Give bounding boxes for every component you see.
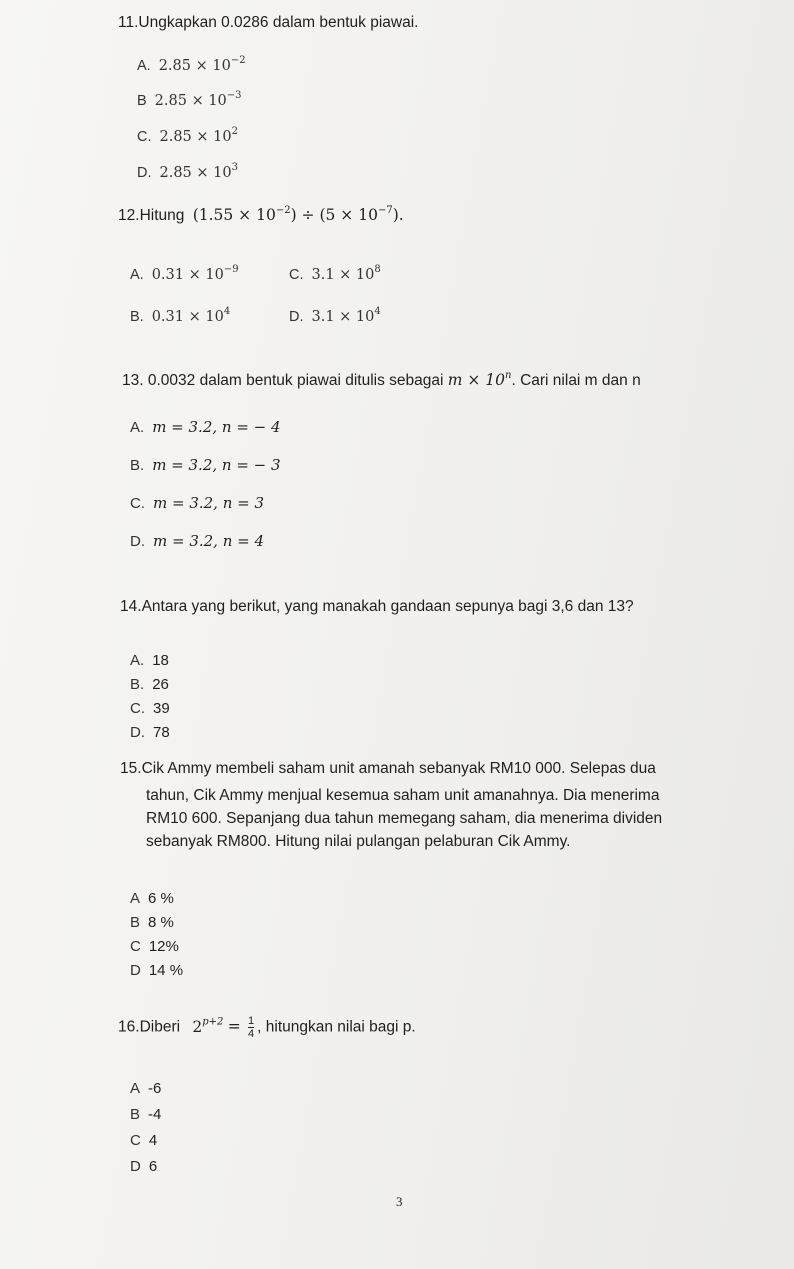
option-label: B.: [130, 457, 145, 474]
option-exponent: −2: [230, 55, 246, 66]
option-value: 0.31 × 10: [151, 267, 224, 283]
expression-exponent: p+2: [202, 1016, 224, 1028]
option-a[interactable]: [130, 652, 169, 669]
option-value: 2.85 × 10: [158, 58, 231, 74]
option-label: A.: [130, 419, 145, 436]
question-text-tail: . Cari nilai m dan n: [511, 372, 641, 389]
option-label: D.: [137, 165, 152, 181]
option-b[interactable]: [130, 306, 230, 325]
option-c[interactable]: [130, 700, 170, 717]
fraction-denominator: 4: [248, 1028, 255, 1040]
option-label: C: [130, 1132, 141, 1149]
option-label: A.: [130, 652, 145, 669]
question-text: Ungkapkan 0.0286 dalam bentuk piawai.: [138, 14, 419, 31]
fraction: [248, 1015, 254, 1040]
question-text-line: RM10 600. Sepanjang dua tahun memegang saham, dia menerima dividen: [146, 810, 663, 827]
option-d[interactable]: [289, 306, 381, 325]
option-label: D: [130, 962, 141, 979]
option-b[interactable]: [130, 676, 169, 693]
option-value: 18: [152, 652, 169, 669]
option-value: m = 3.2, n = − 4: [152, 418, 281, 436]
question-number: 13.: [122, 372, 144, 389]
expression-dividend: (1.55 × 10: [192, 206, 276, 224]
option-label: C.: [130, 700, 145, 717]
question-15-body: [146, 784, 794, 853]
option-a[interactable]: [137, 55, 246, 74]
option-label: A: [130, 890, 141, 907]
option-label: C.: [130, 495, 145, 512]
option-c[interactable]: [130, 938, 179, 955]
option-label: A.: [137, 58, 151, 74]
option-label: B: [130, 914, 141, 931]
question-text-line: tahun, Cik Ammy menjual kesemua saham unit amanahnya. Dia menerima: [146, 787, 660, 804]
option-value: 6: [148, 1158, 158, 1175]
option-exponent: 8: [374, 264, 381, 275]
option-value: 14 %: [148, 962, 184, 979]
expression-tail: ).: [392, 206, 404, 224]
expression-exponent: −7: [377, 205, 393, 216]
option-c[interactable]: [130, 1132, 157, 1149]
option-exponent: 4: [223, 306, 231, 317]
option-d[interactable]: [130, 962, 183, 979]
option-value: 0.31 × 10: [151, 309, 224, 325]
question-text: Diberi: [139, 1018, 181, 1036]
option-label: D.: [130, 533, 145, 550]
option-b[interactable]: [130, 456, 281, 474]
option-exponent: −3: [226, 90, 242, 101]
option-value: m = 3.2, n = − 3: [152, 456, 281, 474]
expression-divisor: ) ÷ (5 × 10: [290, 206, 378, 224]
option-value: 6 %: [148, 890, 174, 907]
question-text-line: sebanyak RM800. Hitung nilai pulangan pelaburan Cik Ammy.: [146, 833, 571, 850]
option-value: -6: [148, 1080, 162, 1097]
question-text: Antara yang berikut, yang manakah gandaan sepunya bagi 3,6 dan 13?: [141, 598, 634, 615]
option-value: 78: [153, 724, 170, 741]
page-number: 3: [396, 1194, 403, 1209]
question-text: 0.0032 dalam bentuk piawai ditulis sebagai: [147, 372, 444, 389]
question-number: 11.: [118, 14, 139, 31]
option-label: B: [137, 93, 147, 109]
option-a[interactable]: [130, 1080, 161, 1097]
option-c[interactable]: [130, 494, 264, 512]
option-label: C.: [137, 129, 152, 145]
question-text: Hitung: [139, 207, 185, 224]
expression-equals: =: [227, 1017, 241, 1036]
option-b[interactable]: [130, 914, 174, 931]
option-d[interactable]: [130, 532, 264, 550]
option-label: B.: [130, 309, 144, 325]
option-value: 2.85 × 10: [159, 165, 232, 181]
option-value: 2.85 × 10: [154, 93, 227, 109]
question-14-stem: [120, 598, 634, 616]
option-label: B: [130, 1106, 141, 1123]
option-value: m = 3.2, n = 3: [153, 494, 265, 512]
option-b[interactable]: [137, 90, 242, 109]
option-value: 4: [148, 1132, 158, 1149]
option-label: D: [130, 1158, 141, 1175]
option-d[interactable]: [130, 724, 170, 741]
question-number: 15.: [120, 760, 142, 777]
option-exponent: 3: [231, 162, 238, 173]
option-value: 12%: [148, 938, 179, 955]
option-exponent: 2: [231, 126, 238, 137]
option-value: 2.85 × 10: [159, 129, 232, 145]
question-number: 14.: [120, 598, 142, 615]
option-label: B.: [130, 676, 145, 693]
option-b[interactable]: [130, 1106, 161, 1123]
option-value: 3.1 × 10: [311, 267, 375, 283]
option-value: 39: [153, 700, 170, 717]
option-c[interactable]: [289, 264, 381, 283]
option-a[interactable]: [130, 264, 239, 283]
question-text-tail: , hitungkan nilai bagi p.: [257, 1018, 416, 1036]
option-value: -4: [148, 1106, 162, 1123]
option-value: 8 %: [148, 914, 174, 931]
option-a[interactable]: [130, 890, 174, 907]
question-number: 16.: [118, 1018, 140, 1036]
option-d[interactable]: [137, 162, 238, 181]
question-number: 12.: [118, 207, 140, 224]
option-exponent: −9: [223, 264, 239, 275]
question-13-stem: [122, 370, 641, 390]
option-label: A: [130, 1080, 141, 1097]
option-c[interactable]: [137, 126, 238, 145]
option-value: 3.1 × 10: [311, 309, 375, 325]
question-12-stem: [118, 205, 404, 225]
question-11-stem: [118, 14, 418, 32]
option-value: 26: [152, 676, 169, 693]
option-label: D.: [130, 724, 145, 741]
fraction-numerator: 1: [248, 1015, 255, 1027]
expression-exponent: n: [505, 370, 512, 381]
option-label: C.: [289, 267, 304, 283]
question-15-number-line: [120, 760, 656, 778]
expression-exponent: −2: [275, 205, 291, 216]
option-label: D.: [289, 309, 304, 325]
option-exponent: 4: [374, 306, 381, 317]
option-d[interactable]: [130, 1158, 157, 1175]
question-text-line: Cik Ammy membeli saham unit amanah sebanyak RM10 000. Selepas dua: [141, 760, 656, 777]
option-label: A.: [130, 267, 144, 283]
expression: m × 10: [447, 371, 506, 389]
option-label: C: [130, 938, 141, 955]
question-16-stem: [118, 1015, 416, 1040]
option-a[interactable]: [130, 418, 281, 436]
option-value: m = 3.2, n = 4: [153, 532, 265, 550]
expression-base: 2: [192, 1017, 203, 1036]
